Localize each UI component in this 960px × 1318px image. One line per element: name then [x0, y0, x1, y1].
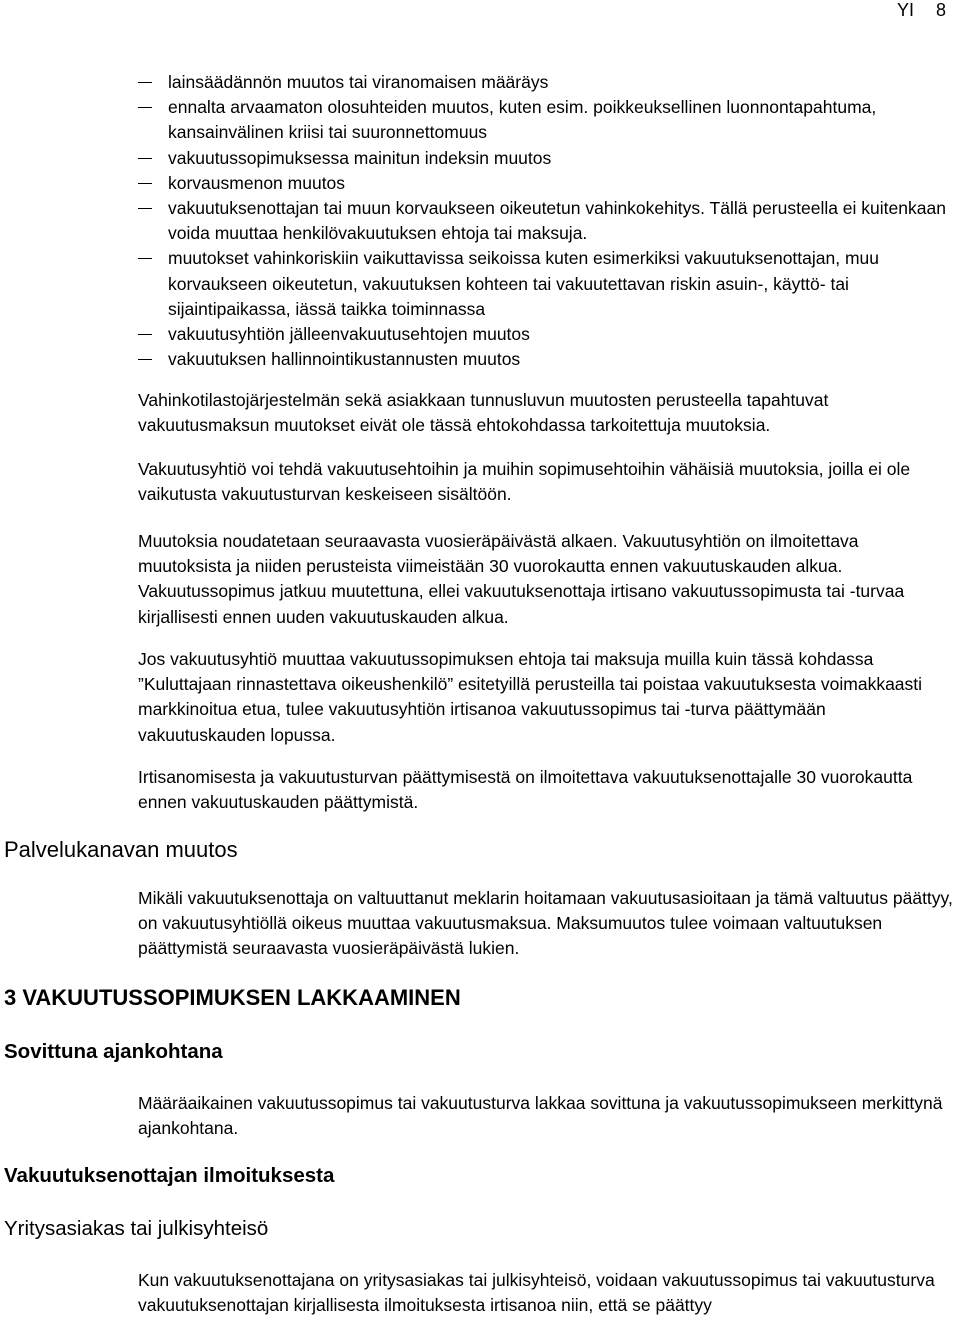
- list-item: vakuutuksenottajan tai muun korvaukseen oikeutetun vahinkokehitys. Tällä perusteella ei kuitenkaan voida muuttaa henkilövakuutuksen ehtoja tai maksuja.: [138, 196, 953, 246]
- doc-code: YI: [896, 0, 914, 20]
- list-item: vakuutuksen hallinnointikustannusten muutos: [138, 347, 953, 372]
- list-item: muutokset vahinkoriskiin vaikuttavissa seikoissa kuten esimerkiksi vakuutuksenottajan, muu korvaukseen oikeutetun, vakuutuksen kohteen tai vakuutettavan riskin asuin-, käyttö- tai sijaintipaikassa, iässä taikka toiminnassa: [138, 246, 953, 322]
- section-heading: 3 VAKUUTUSSOPIMUKSEN LAKKAAMINEN: [4, 985, 461, 1010]
- paragraph: Mikäli vakuutuksenottaja on valtuuttanut meklarin hoitamaan vakuutusasioitaan ja tämä valtuutus päättyy, on vakuutusyhtiöllä oikeus muuttaa vakuutusmaksua. Maksumuutos tulee voimaan valtuutuksen päättymistä seuraavasta vuosieräpäivästä lukien.: [138, 888, 953, 959]
- page-number: 8: [935, 0, 946, 20]
- list-item: lainsäädännön muutos tai viranomaisen määräys: [138, 70, 953, 95]
- paragraph: Kun vakuutuksenottajana on yritysasiakas tai julkisyhteisö, voidaan vakuutussopimus tai vakuutusturva vakuutuksenottajan kirjallisesta ilmoituksesta irtisanoa niin, että se päättyy: [138, 1270, 935, 1316]
- list-item: vakuutussopimuksessa mainitun indeksin muutos: [138, 146, 953, 171]
- side-label: Palvelukanavan muutos: [4, 837, 238, 862]
- list-item: korvausmenon muutos: [138, 171, 953, 196]
- change-grounds-list: [138, 70, 953, 372]
- paragraph: Muutoksia noudatetaan seuraavasta vuosieräpäivästä alkaen. Vakuutusyhtiön on ilmoitettava muutoksista ja niiden perusteista viimeistään 30 vuorokautta ennen vakuutuskauden alkua. Vakuutussopimus jatkuu muutettuna, ellei vakuutuksenottaja irtisano vakuutussopimusta tai -turvaa kirjallisesti ennen uuden vakuutuskauden alkua.: [138, 531, 905, 627]
- subheading: Sovittuna ajankohtana: [4, 1040, 223, 1063]
- subheading: Vakuutuksenottajan ilmoituksesta: [4, 1164, 335, 1187]
- subheading: Yritysasiakas tai julkisyhteisö: [4, 1217, 269, 1240]
- list-item: ennalta arvaamaton olosuhteiden muutos, kuten esim. poikkeuksellinen luonnontapahtuma, kansainvälinen kriisi tai suuronnettomuus: [138, 95, 953, 145]
- paragraph: Irtisanomisesta ja vakuutusturvan päättymisestä on ilmoitettava vakuutuksenottajalle 30 vuorokautta ennen vakuutuskauden päättymistä.: [138, 767, 913, 813]
- page-header: [875, 0, 946, 21]
- paragraph: Vahinkotilastojärjestelmän sekä asiakkaan tunnusluvun muutosten perusteella tapahtuvat vakuutusmaksun muutokset eivät ole tässä ehtokohdassa tarkoitettuja muutoksia.: [138, 390, 829, 436]
- paragraph: Vakuutusyhtiö voi tehdä vakuutusehtoihin ja muihin sopimusehtoihin vähäisiä muutoksia, joilla ei ole vaikutusta vakuutusturvan keskeiseen sisältöön.: [138, 459, 911, 505]
- list-item: vakuutusyhtiön jälleenvakuutusehtojen muutos: [138, 322, 953, 347]
- paragraph: Jos vakuutusyhtiö muuttaa vakuutussopimuksen ehtoja tai maksuja muilla kuin tässä kohdassa ”Kuluttajaan rinnastettava oikeushenkilö” esitetyillä perusteilla tai poistaa vakuutuksesta voimakkaasti markkinoitua etua, tulee vakuutusyhtiön irtisanoa vakuutussopimus tai -turva päättymään vakuutuskauden lopussa.: [138, 649, 923, 745]
- paragraph: Määräaikainen vakuutussopimus tai vakuutusturva lakkaa sovittuna ja vakuutussopimukseen merkittynä ajankohtana.: [138, 1093, 943, 1139]
